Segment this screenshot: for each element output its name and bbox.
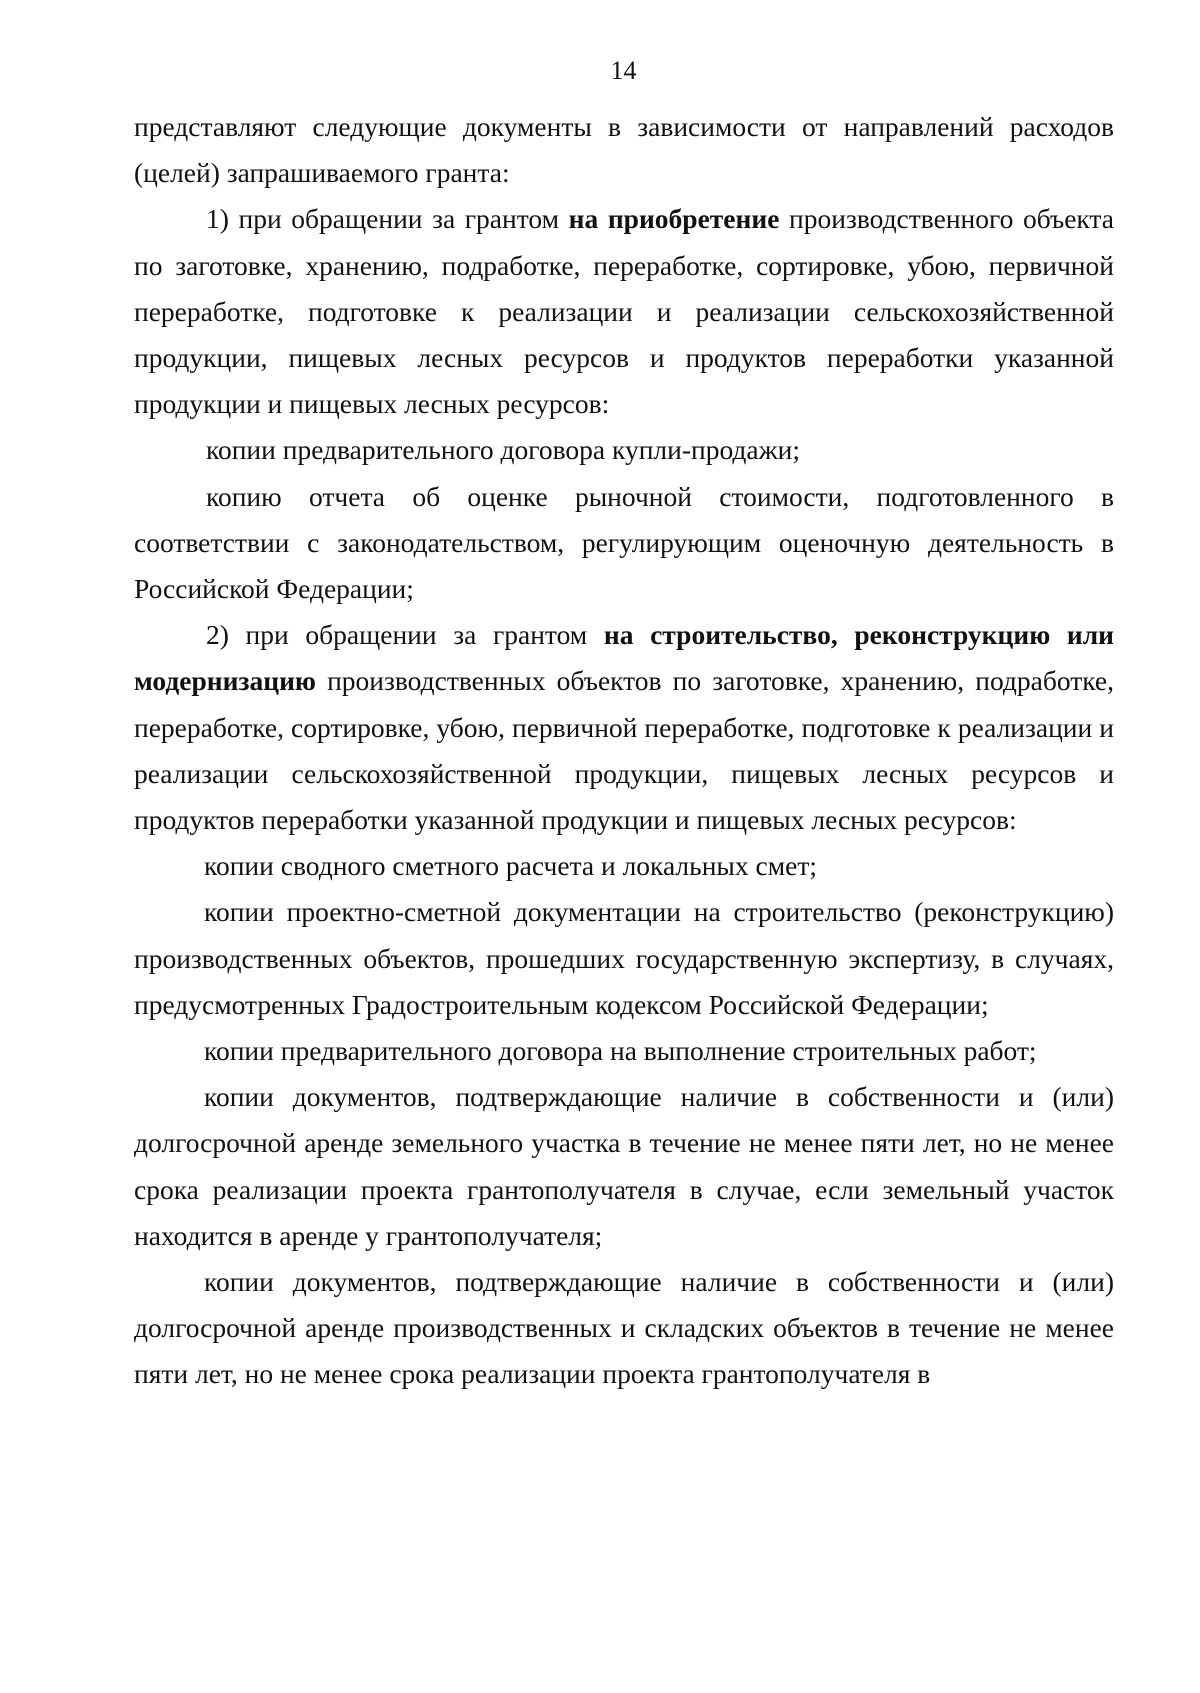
paragraph-item-1-emphasis: на приобретение xyxy=(568,203,780,235)
paragraph-land-plot-docs: копии документов, подтверждающие наличие в собственности и (или) долгосрочной аренде земельного участка в течение не менее пяти лет, но не менее срока реализации проекта грантополучателя в случае, если земельный участок находится в аренде у грантополучателя; xyxy=(134,1081,1114,1251)
paragraph-intro: представляют следующие документы в зависимости от направлений расходов (целей) запрашиваемого гранта: xyxy=(134,111,1114,189)
paragraph-item-2-rest: производственных объектов по заготовке, хранению, подработке, переработке, сортировке, убою, первичной переработке, подготовке к реализации и реализации сельскохозяйственной продукции, пищевых лесных ресурсов и продуктов переработки указанной продукции и пищевых лесных ресурсов: xyxy=(134,665,1114,836)
paragraph-construction-contract: копии предварительного договора на выполнение строительных работ; xyxy=(204,1035,1037,1067)
document-body xyxy=(134,104,1114,1398)
paragraph-item-2-start: 2) при обращении за грантом xyxy=(206,619,604,651)
paragraph-facility-docs: копии документов, подтверждающие наличие в собственности и (или) долгосрочной аренде производственных и складских объектов в течение не менее пяти лет, но не менее срока реализации проекта грантополучателя в xyxy=(134,1266,1114,1390)
paragraph-item-1-rest: производственного объекта по заготовке, хранению, подработке, переработке, сортировке, убою, первичной переработке, подготовке к реализации и реализации сельскохозяйственной продукции, пищевых лесных ресурсов и продуктов переработки указанной продукции и пищевых лесных ресурсов: xyxy=(134,203,1114,420)
paragraph-item-2 xyxy=(134,612,1114,843)
page-number: 14 xyxy=(610,56,637,85)
paragraph-valuation-report: копию отчета об оценке рыночной стоимости, подготовленного в соответствии с законодательством, регулирующим оценочную деятельность в Российской Федерации; xyxy=(134,480,1114,605)
paragraph-item-1-start: 1) при обращении за грантом xyxy=(206,203,569,235)
paragraph-item-1 xyxy=(134,196,1114,427)
paragraph-design-docs: копии проектно-сметной документации на строительство (реконструкцию) производственных объектов, прошедших государственную экспертизу, в случаях, предусмотренных Градостроительным кодексом Российской Федерации; xyxy=(134,896,1114,1020)
paragraph-purchase-contract: копии предварительного договора купли-продажи; xyxy=(206,434,800,466)
paragraph-estimates: копии сводного сметного расчета и локальных смет; xyxy=(204,850,817,882)
paragraph-item-2-emphasis: на строительство, реконструкцию или модернизацию xyxy=(134,619,1114,697)
